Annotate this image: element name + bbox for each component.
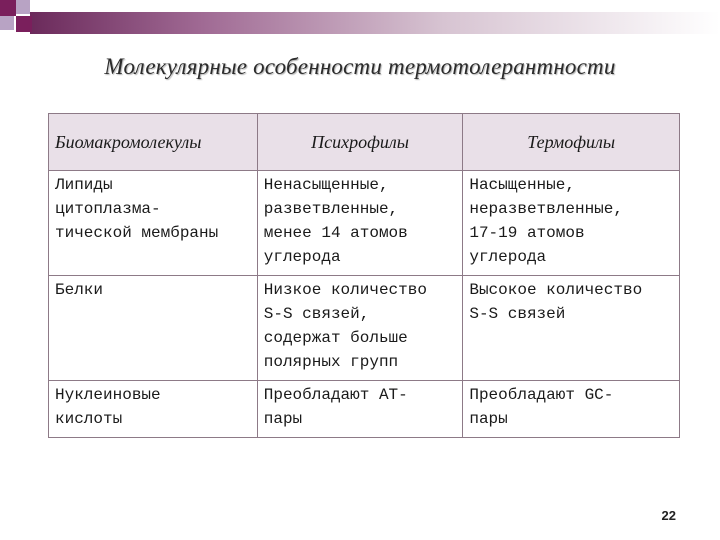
cell-line: неразветвленные,: [469, 200, 623, 218]
cell-molecule: [49, 381, 258, 438]
table-body: [49, 171, 680, 438]
cell-line: Липиды: [55, 176, 113, 194]
cell-line: содержат больше: [263, 329, 408, 347]
cell-line: тической мембраны: [55, 224, 219, 242]
cell-line: Преобладают AT-: [263, 386, 408, 404]
deco-square-light-2: [0, 16, 14, 30]
cell-line: менее 14 атомов: [263, 224, 408, 242]
header-biomacromolecules: Биомакромолекулы: [49, 114, 258, 171]
cell-line: Ненасыщенные,: [263, 176, 389, 194]
cell-line: S-S связей,: [263, 305, 370, 323]
cell-line: Белки: [55, 281, 104, 299]
header-psychrophiles: Психрофилы: [257, 114, 463, 171]
slide-title: Молекулярные особенности термотолерантности: [104, 54, 616, 79]
page-number: 22: [661, 508, 676, 523]
cell-line: углерода: [469, 248, 547, 266]
cell-line: Нуклеиновые: [55, 386, 161, 404]
table-header-row: [49, 114, 680, 171]
deco-square-light-1: [16, 0, 30, 14]
cell-psychrophiles: [257, 171, 463, 276]
table-row: [49, 171, 680, 276]
gradient-title-bar: [30, 12, 720, 34]
comparison-table: [48, 113, 680, 438]
cell-line: Низкое количество: [263, 281, 427, 299]
cell-line: пары: [263, 410, 303, 428]
cell-line: разветвленные,: [263, 200, 399, 218]
cell-molecule: [49, 276, 258, 381]
cell-line: полярных групп: [263, 353, 399, 371]
cell-psychrophiles: [257, 381, 463, 438]
cell-line: Высокое количество: [469, 281, 643, 299]
cell-thermophiles: [463, 381, 680, 438]
cell-line: Насыщенные,: [469, 176, 575, 194]
cell-line: цитоплазма-: [55, 200, 161, 218]
table-row: [49, 381, 680, 438]
deco-square-dark-2: [16, 16, 32, 32]
header-thermophiles: Термофилы: [463, 114, 680, 171]
cell-psychrophiles: [257, 276, 463, 381]
cell-line: S-S связей: [469, 305, 566, 323]
cell-thermophiles: [463, 171, 680, 276]
cell-thermophiles: [463, 276, 680, 381]
table-row: [49, 276, 680, 381]
cell-line: пары: [469, 410, 508, 428]
cell-line: углерода: [263, 248, 341, 266]
cell-line: 17-19 атомов: [469, 224, 585, 242]
deco-square-dark-1: [0, 0, 16, 16]
cell-line: кислоты: [55, 410, 123, 428]
cell-molecule: [49, 171, 258, 276]
cell-line: Преобладают GC-: [469, 386, 614, 404]
slide-decoration: [0, 0, 720, 48]
